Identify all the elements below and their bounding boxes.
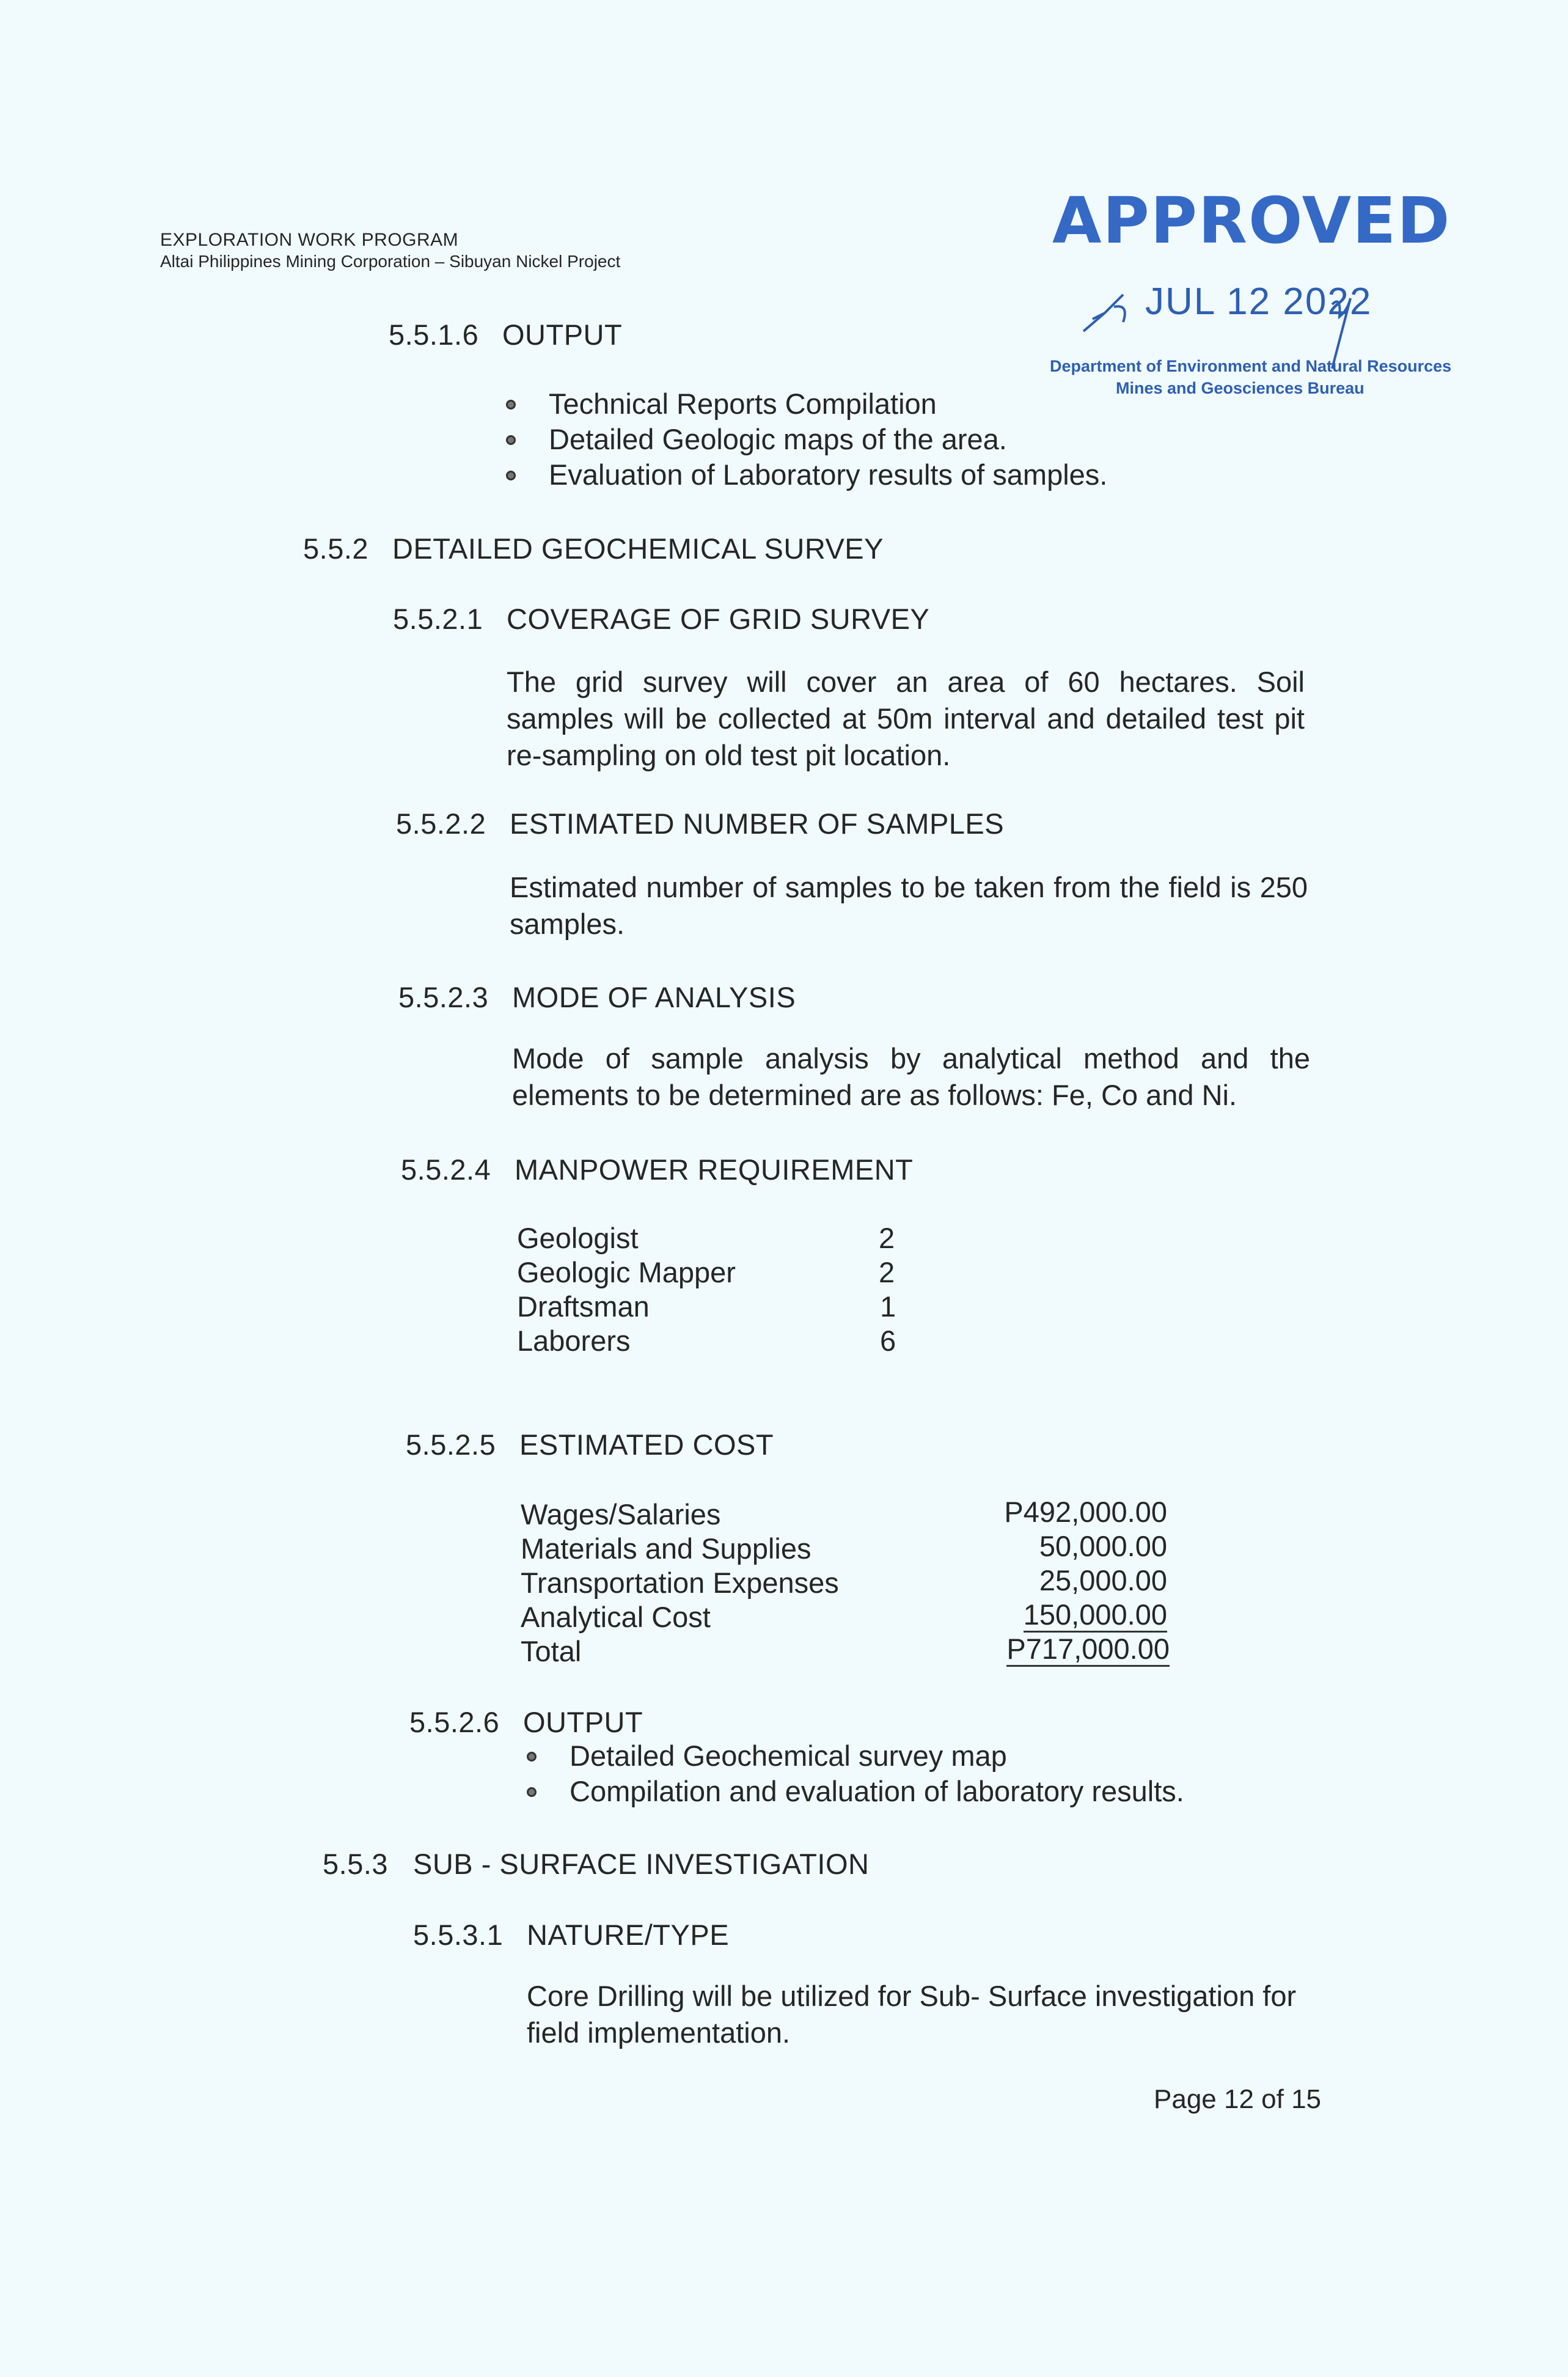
header-subtitle: Altai Philippines Mining Corporation – Sibuyan Nickel Project [160,252,621,271]
section-5525-title: ESTIMATED COST [519,1428,774,1461]
manpower-role: Geologist [517,1222,639,1254]
section-5521-number: 5.5.2.1 [393,603,483,635]
cost-amount: P492,000.00 [1004,1496,1167,1528]
cost-amount-total: P717,000.00 [965,1632,1170,1666]
list-item: Evaluation of Laboratory results of samples. [549,457,1107,493]
section-5523-title: MODE OF ANALYSIS [512,981,796,1013]
section-5521-title: COVERAGE OF GRID SURVEY [507,603,930,635]
section-5522-title: ESTIMATED NUMBER OF SAMPLES [510,807,1005,840]
approved-stamp [1045,183,1452,416]
section-5516-bullets [549,386,1107,493]
stamp-date: JUL 12 2022 [1145,281,1372,323]
stamp-bureau: Mines and Geosciences Bureau [1116,379,1365,397]
cost-item: Materials and Supplies [521,1532,811,1565]
bullet-icon [506,471,516,480]
signature-mark-icon [1080,288,1135,337]
section-5524-number: 5.5.2.4 [401,1153,491,1186]
bullet-icon [527,1787,537,1797]
cost-item-total: Total [521,1635,582,1667]
cost-amount: 25,000.00 [1039,1564,1167,1596]
section-552-title: DETAILED GEOCHEMICAL SURVEY [392,532,884,565]
section-553-number: 5.5.3 [323,1848,389,1880]
cost-amount: 150,000.00 [965,1598,1167,1631]
section-552-number: 5.5.2 [303,532,369,565]
cost-item: Wages/Salaries [521,1498,721,1530]
manpower-role: Draftsman [517,1290,650,1323]
section-5523-number: 5.5.2.3 [398,981,489,1013]
manpower-count: 2 [879,1222,895,1254]
list-item: Compilation and evaluation of laboratory results. [570,1774,1184,1809]
section-5526-bullets [570,1738,1184,1809]
section-5524-title: MANPOWER REQUIREMENT [515,1153,914,1186]
manpower-count: 1 [880,1290,896,1323]
bullet-icon [506,400,516,410]
section-5531-title: NATURE/TYPE [527,1919,730,1951]
cost-item: Analytical Cost [521,1601,711,1633]
header-title: EXPLORATION WORK PROGRAM [160,230,459,250]
list-item: Detailed Geochemical survey map [570,1738,1184,1774]
stamp-department: Department of Environment and Natural Resources [1050,357,1452,375]
section-5531-body: Core Drilling will be utilized for Sub- Surface investigation for field implementation. [527,1980,1297,2049]
cost-item: Transportation Expenses [521,1567,839,1599]
section-5522-body: Estimated number of samples to be taken from the field is 250 samples. [510,871,1308,940]
bullet-icon [506,435,516,445]
list-item: Technical Reports Compilation [549,386,1107,422]
section-5522-number: 5.5.2.2 [396,807,486,840]
section-5516-number: 5.5.1.6 [389,318,479,351]
stamp-title: APPROVED [1052,183,1451,258]
section-5525-number: 5.5.2.5 [406,1428,496,1461]
list-item: Detailed Geologic maps of the area. [549,422,1107,457]
section-5526-number: 5.5.2.6 [409,1706,500,1738]
page-number: Page 12 of 15 [1154,2084,1322,2114]
manpower-role: Laborers [517,1324,631,1357]
section-5516-title: OUTPUT [502,318,623,351]
cost-amount: 50,000.00 [1039,1530,1167,1562]
manpower-count: 2 [879,1256,895,1288]
section-553-title: SUB - SURFACE INVESTIGATION [413,1848,870,1880]
section-5521-body: The grid survey will cover an area of 60 hectares. Soil samples will be collected at 50m interval and detailed test pit re-sampling on old test pit location. [507,666,1305,771]
section-5531-number: 5.5.3.1 [413,1919,504,1951]
manpower-count: 6 [880,1324,896,1357]
manpower-role: Geologic Mapper [517,1256,736,1288]
bullet-icon [527,1752,537,1762]
section-5523-body: Mode of sample analysis by analytical method and the elements to be determined are as follows: Fe, Co and Ni. [512,1042,1310,1111]
section-5526-title: OUTPUT [523,1706,643,1738]
